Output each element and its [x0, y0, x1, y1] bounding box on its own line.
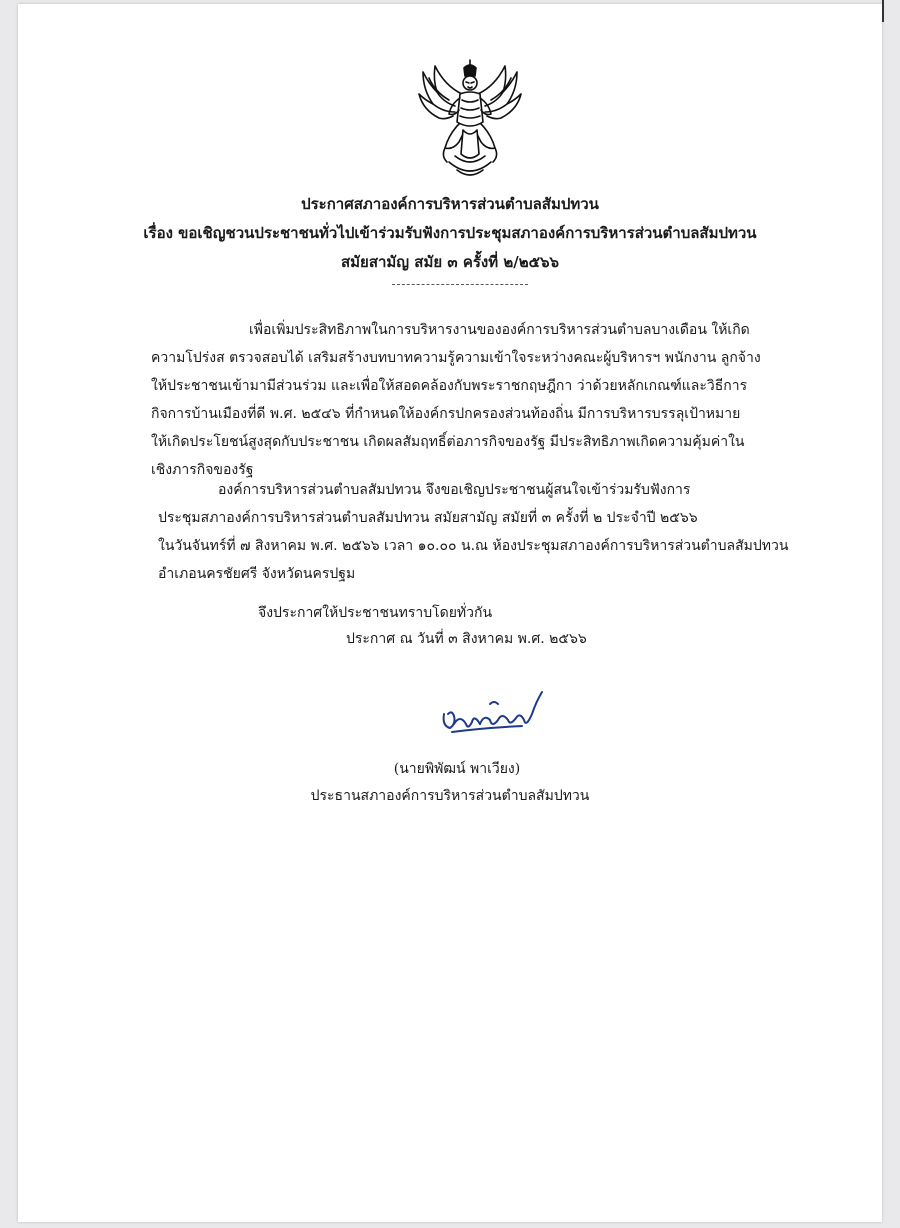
- header-divider: [392, 284, 528, 285]
- signer-name: (นายพิพัฒน์ พาเวียง): [393, 761, 521, 777]
- paragraph-line: ความโปร่งส ตรวจสอบได้ เสริมสร้างบทบาทความรู้ความเข้าใจระหว่างคณะผู้บริหารฯ พนักงาน ลูกจ้าง: [151, 350, 761, 366]
- announcement-date: ประกาศ ณ วันที่ ๓ สิงหาคม พ.ศ. ๒๕๖๖: [346, 631, 587, 647]
- handwritten-signature: [432, 684, 552, 748]
- announcement-subject: เรื่อง ขอเชิญชวนประชาชนทั่วไปเข้าร่วมรับฟังการประชุมสภาองค์การบริหารส่วนตำบลสัมปทวน: [143, 224, 757, 242]
- paragraph-line: องค์การบริหารส่วนตำบลสัมปทวน จึงขอเชิญประชาชนผู้สนใจเข้าร่วมรับฟังการ: [218, 482, 691, 498]
- paragraph-line: ประชุมสภาองค์การบริหารส่วนตำบลสัมปทวน สมัยสามัญ สมัยที่ ๓ ครั้งที่ ๒ ประจำปี ๒๕๖๖: [158, 510, 698, 526]
- meeting-session: สมัยสามัญ สมัย ๓ ครั้งที่ ๒/๒๕๖๖: [340, 253, 559, 271]
- announcement-title: ประกาศสภาองค์การบริหารส่วนตำบลสัมปทวน: [301, 195, 599, 213]
- paragraph-line: ให้เกิดประโยชน์สูงสุดกับประชาชน เกิดผลสัมฤทธิ์ต่อภารกิจของรัฐ มีประสิทธิภาพเกิดความคุ้มค่าใน: [151, 434, 745, 450]
- paragraph-line: ในวันจันทร์ที่ ๗ สิงหาคม พ.ศ. ๒๕๖๖ เวลา ๑๐.๐๐ น.ณ ห้องประชุมสภาองค์การบริหารส่วนตำบลสัมปทวน: [158, 538, 789, 554]
- paragraph-line: อำเภอนครชัยศรี จังหวัดนครปฐม: [158, 566, 356, 582]
- paragraph-line: เพื่อเพิ่มประสิทธิภาพในการบริหารงานขององค์การบริหารส่วนตำบลบางเดือน ให้เกิด: [249, 322, 750, 338]
- body-paragraph-1: [151, 316, 761, 484]
- document-page: [18, 4, 882, 1222]
- page-edge-mark: [882, 0, 884, 22]
- garuda-emblem-icon: [415, 58, 525, 184]
- paragraph-line: ให้ประชาชนเข้ามามีส่วนร่วม และเพื่อให้สอดคล้องกับพระราชกฤษฎีกา ว่าด้วยหลักเกณฑ์และวิธีการ: [151, 378, 748, 394]
- signer-block: [18, 756, 882, 810]
- announcement-header: [18, 190, 882, 277]
- body-paragraph-2: [158, 476, 788, 588]
- paragraph-line: กิจการบ้านเมืองที่ดี พ.ศ. ๒๕๔๖ ที่กำหนดให้องค์กรปกครองส่วนท้องถิ่น มีการบริหารบรรลุเป้าหมาย: [151, 406, 741, 422]
- signer-position: ประธานสภาองค์การบริหารส่วนตำบลสัมปทวน: [310, 788, 590, 804]
- closing-block: [258, 600, 587, 652]
- paragraph-line: เชิงภารกิจของรัฐ: [151, 462, 254, 478]
- closing-announcement: จึงประกาศให้ประชาชนทราบโดยทั่วกัน: [258, 605, 493, 621]
